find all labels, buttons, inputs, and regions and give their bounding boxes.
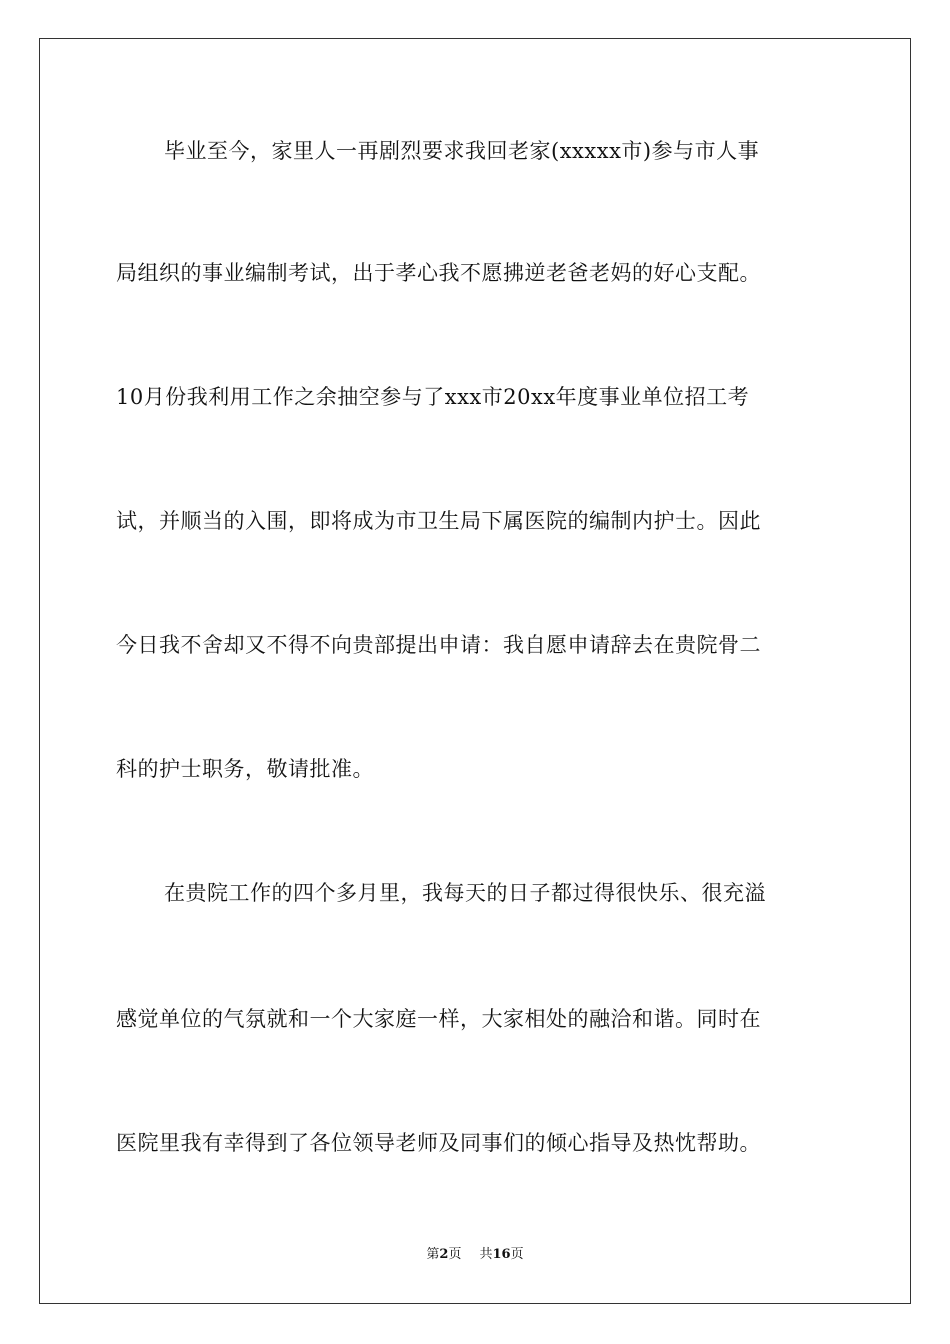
total-suffix: 页 <box>510 1247 524 1262</box>
page-suffix: 页 <box>448 1247 462 1262</box>
paragraph-line-7: 在贵院工作的四个多月里，我每天的日子都过得很快乐、很充溢 <box>164 881 766 905</box>
total-prefix: 共 <box>479 1247 493 1262</box>
page-prefix: 第 <box>426 1247 440 1262</box>
paragraph-line-2: 局组织的事业编制考试，出于孝心我不愿拂逆老爸老妈的好心支配。 <box>116 261 761 285</box>
paragraph-line-4: 试，并顺当的入围，即将成为市卫生局下属医院的编制内护士。因此 <box>116 509 761 533</box>
paragraph-line-5: 今日我不舍却又不得不向贵部提出申请：我自愿申请辞去在贵院骨二 <box>116 633 761 657</box>
page-footer <box>0 1246 950 1264</box>
paragraph-line-3: 10月份我利用工作之余抽空参与了xxx市20xx年度事业单位招工考 <box>116 385 750 409</box>
paragraph-line-1: 毕业至今，家里人一再剧烈要求我回老家(xxxxx市)参与市人事 <box>164 139 760 163</box>
paragraph-line-6: 科的护士职务，敬请批准。 <box>116 757 374 781</box>
paragraph-line-8: 感觉单位的气氛就和一个大家庭一样，大家相处的融洽和谐。同时在 <box>116 1007 761 1031</box>
paragraph-line-9: 医院里我有幸得到了各位领导老师及同事们的倾心指导及热忱帮助。 <box>116 1131 761 1155</box>
page-frame <box>39 38 911 1304</box>
total-pages: 16 <box>492 1247 511 1262</box>
page-number: 2 <box>439 1247 449 1262</box>
